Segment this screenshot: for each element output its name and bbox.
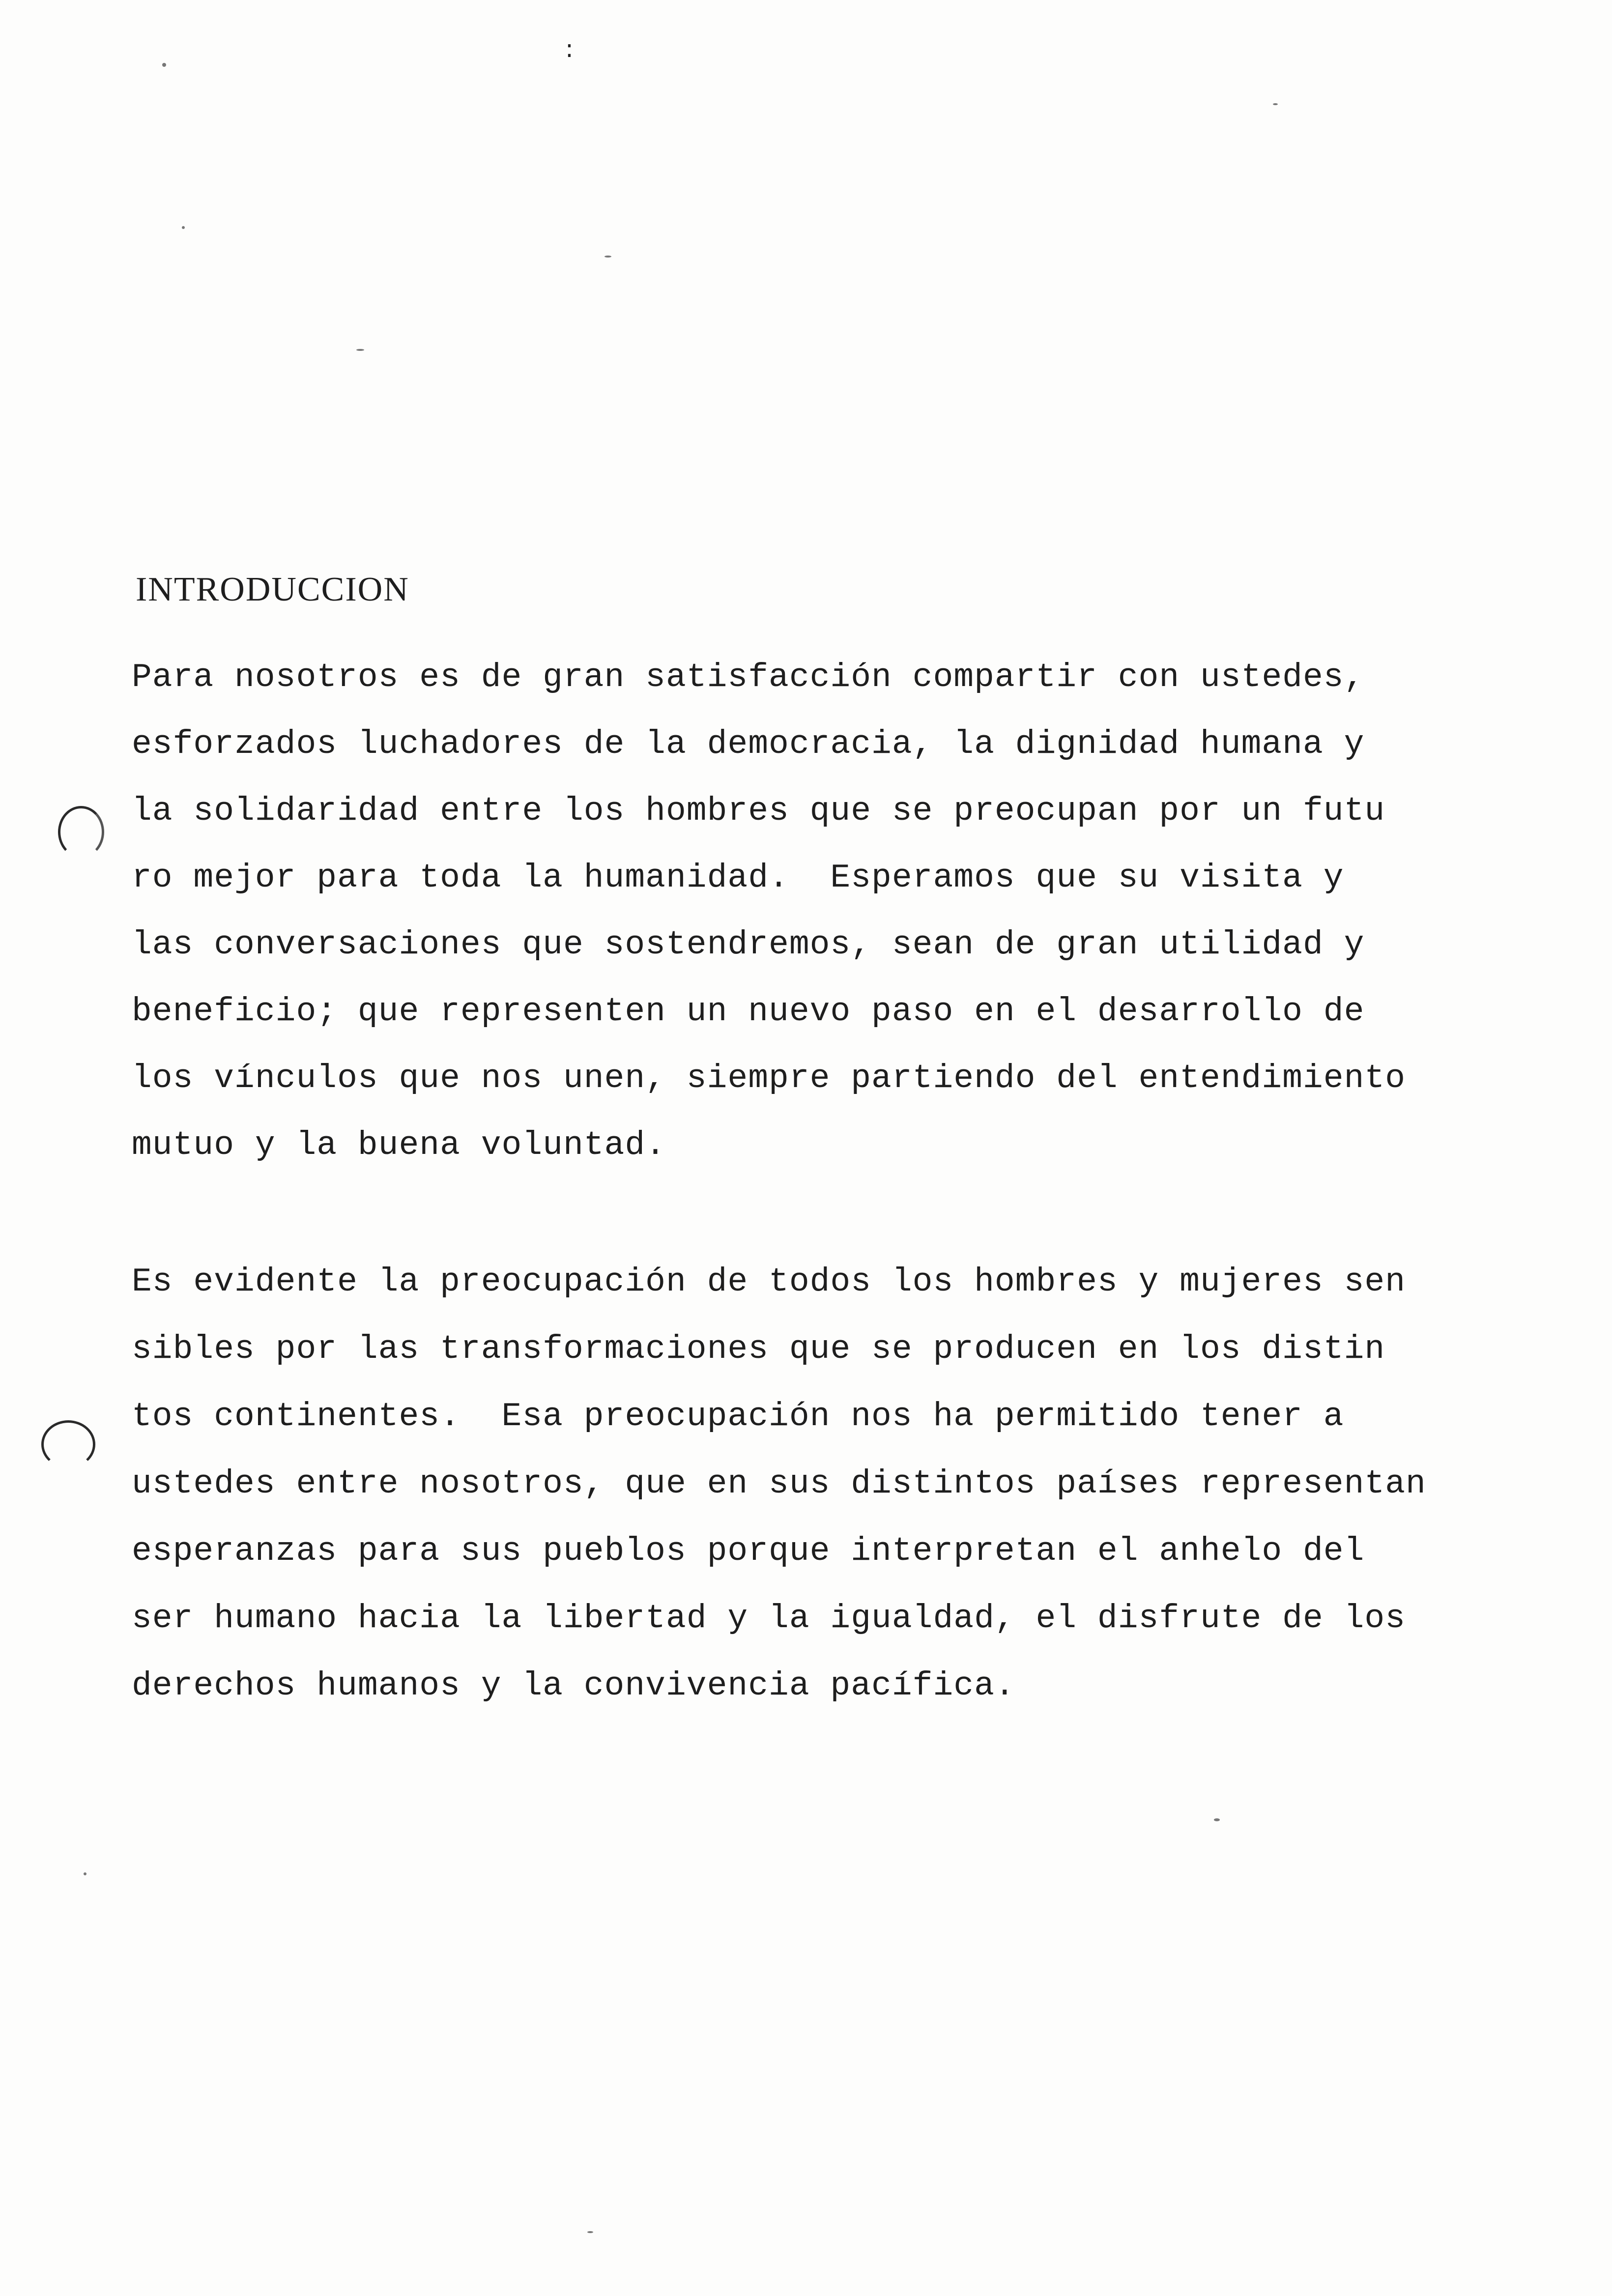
paper-speck: [162, 63, 166, 67]
text-line: derechos humanos y la convivencia pacífica.: [132, 1667, 1015, 1705]
text-line: Para nosotros es de gran satisfacción compartir con ustedes,: [132, 659, 1365, 696]
paper-speck: [356, 349, 364, 351]
paragraph: [132, 1263, 1459, 1705]
section-heading: INTRODUCCION: [136, 571, 409, 608]
punch-hole-mark: [58, 806, 104, 858]
text-line: tos continentes. Esa preocupación nos ha permitido tener a: [132, 1398, 1344, 1435]
text-line: esperanzas para sus pueblos porque interpretan el anhelo del: [132, 1532, 1365, 1570]
paper-speck: [84, 1872, 86, 1875]
punch-hole-mark: [41, 1420, 95, 1468]
paper-speck: [1273, 103, 1278, 105]
text-line: beneficio; que representen un nuevo paso en el desarrollo de: [132, 993, 1365, 1031]
text-line: la solidaridad entre los hombres que se preocupan por un futu: [132, 792, 1385, 830]
text-line: ser humano hacia la libertad y la igualdad, el disfrute de los: [132, 1600, 1406, 1637]
text-line: las conversaciones que sostendremos, sean de gran utilidad y: [132, 926, 1365, 964]
text-line: ustedes entre nosotros, que en sus distintos países representan: [132, 1465, 1426, 1503]
paper-speck: [182, 226, 185, 229]
text-line: sibles por las transformaciones que se producen en los distin: [132, 1330, 1385, 1368]
text-line: ro mejor para toda la humanidad. Esperamos que su visita y: [132, 859, 1344, 897]
paper-speck: [587, 2231, 593, 2233]
paragraph: [132, 659, 1459, 1164]
top-mark: :: [565, 34, 574, 63]
text-line: Es evidente la preocupación de todos los hombres y mujeres sen: [132, 1263, 1406, 1301]
text-line: mutuo y la buena voluntad.: [132, 1126, 666, 1164]
text-line: esforzados luchadores de la democracia, la dignidad humana y: [132, 725, 1365, 763]
text-line: los vínculos que nos unen, siempre partiendo del entendimiento: [132, 1060, 1406, 1097]
paper-speck: [1214, 1818, 1220, 1821]
paper-speck: [604, 256, 611, 258]
